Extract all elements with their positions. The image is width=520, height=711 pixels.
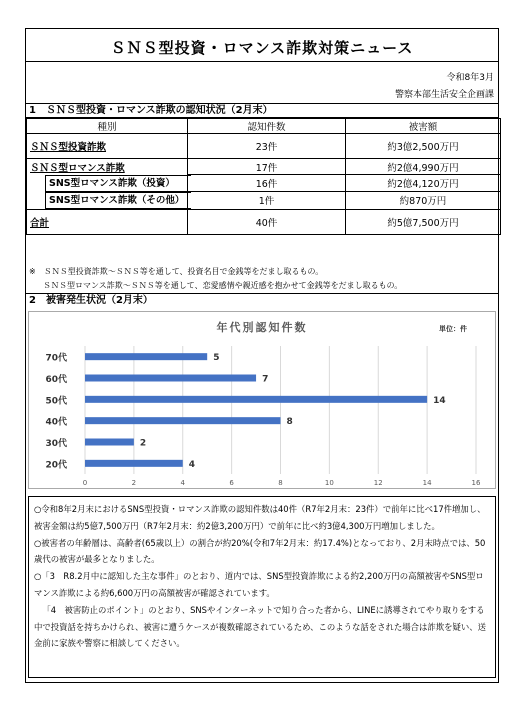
bar — [85, 439, 134, 446]
row-count: 16件 — [188, 175, 346, 192]
row-count: 40件 — [188, 209, 346, 234]
chart-x-labels — [83, 479, 481, 487]
x-tick-label: 16 — [471, 479, 481, 487]
section1-heading: 1 ＳＮＳ型投資・ロマンス詐欺の認知状況（2月末） — [26, 103, 498, 118]
row-count: 23件 — [188, 134, 346, 159]
row-label: ＳＮＳ型投資詐欺 — [30, 142, 107, 153]
stats-table — [26, 118, 501, 235]
y-category-label: 60代 — [45, 375, 67, 385]
bar — [85, 460, 183, 467]
doc-date: 令和8年3月 — [446, 73, 494, 83]
age-chart — [28, 311, 496, 489]
summary-paragraph-2: ○被害者の年齢層は、高齢者(65歳以上）の割合が約20%(令和7年2月末：約17.4%)となっており、2月末時点では、50歳代の被害が最多となりました。 — [34, 537, 486, 565]
age-chart-svg — [29, 312, 495, 488]
bar — [85, 353, 207, 360]
summary-paragraph-3: ○「3 R8.2月中に認知した主な事件」のとおり、道内では、SNS型投資詐欺による約2,200万円の高額被害やSNS型ロマンス詐欺による約6,600万円の高額被害が確認されています。 — [34, 571, 484, 598]
row-count: 1件 — [188, 192, 346, 210]
bar — [85, 375, 256, 382]
table-row — [27, 134, 501, 159]
x-tick-label: 4 — [180, 479, 185, 487]
summary-paragraph-1: ○令和8年2月末におけるSNS型投資・ロマンス詐欺の認知件数は40件（R7年2月末：23件）で前年に比べ17件増加し、被害金額は約5億7,500万円（R7年2月末：約2億3,200万円）で前年に比べ約3億4,300万円増加しました。 — [34, 504, 486, 531]
y-category-label: 20代 — [45, 460, 67, 471]
row-label: SNS型ロマンス詐欺（その他） — [45, 192, 191, 209]
x-tick-label: 6 — [229, 479, 234, 487]
row-label: ＳＮＳ型ロマンス詐欺 — [30, 162, 125, 174]
bar — [85, 396, 427, 403]
bar-value-label: 5 — [213, 353, 220, 364]
row-count: 17件 — [188, 159, 346, 175]
header-count: 認知件数 — [188, 119, 346, 134]
bar — [85, 417, 281, 424]
chart-unit-label: 単位：件 — [439, 325, 467, 333]
stats-header-row — [27, 119, 501, 134]
summary-box — [28, 496, 496, 678]
row-amount: 約2億4,990万円 — [346, 159, 501, 175]
doc-department: 警察本部生活安全企画課 — [394, 90, 494, 100]
x-tick-label: 14 — [422, 479, 432, 487]
note-line-1: ※ ＳＮＳ型投資詐欺～ＳＮＳ等を通して、投資名目で金銭等をだまし取るもの。 — [29, 267, 324, 276]
chart-grid — [85, 346, 476, 474]
bar-value-label: 4 — [188, 459, 196, 470]
x-tick-label: 8 — [278, 479, 283, 487]
row-label: 合計 — [30, 217, 50, 229]
chart-bars — [85, 353, 446, 470]
header-amount: 被害額 — [346, 119, 501, 134]
x-tick-label: 10 — [324, 479, 334, 487]
x-tick-label: 12 — [373, 479, 383, 487]
table-row — [27, 192, 501, 210]
table-row — [27, 159, 501, 175]
row-amount: 約2億4,120万円 — [346, 175, 501, 192]
table-row — [27, 175, 501, 192]
header-type: 種別 — [27, 119, 188, 134]
y-category-label: 30代 — [45, 439, 67, 449]
row-amount: 約870万円 — [346, 192, 501, 210]
section2-heading: 2 被害発生状況（2月末） — [26, 293, 498, 308]
chart-y-labels — [45, 352, 68, 471]
y-category-label: 70代 — [45, 353, 67, 364]
table-row — [27, 209, 501, 234]
doc-title: ＳＮＳ型投資・ロマンス詐欺対策ニュース — [110, 39, 414, 57]
x-tick-label: 0 — [82, 479, 88, 487]
x-tick-label: 2 — [131, 479, 137, 487]
row-label: SNS型ロマンス詐欺（投資） — [45, 175, 191, 192]
chart-title: 年代別認知件数 — [216, 321, 308, 334]
y-category-label: 40代 — [45, 417, 67, 428]
bar-value-label: 2 — [139, 438, 147, 449]
row-amount: 約5億7,500万円 — [346, 209, 501, 234]
y-category-label: 50代 — [45, 396, 67, 407]
bar-value-label: 14 — [433, 395, 446, 406]
summary-paragraph-4: 「4 被害防止のポイント」のとおり、SNSやインターネットで知り合った者から、LINEに誘導されてやり取りをする中で投資話を持ちかけられ、被害に遭うケースが複数確認されているため、このような話をされた場合は詐欺を疑い、送金前に家族や警察に相談してください。 — [34, 604, 486, 649]
bar-value-label: 7 — [262, 374, 269, 385]
note-line-2: ＳＮＳ型ロマンス詐欺～ＳＮＳ等を通して、恋愛感情や親近感を抱かせて金銭等をだまし取るもの。 — [43, 281, 403, 290]
row-amount: 約3億2,500万円 — [346, 134, 501, 159]
title-divider — [26, 61, 498, 62]
document-frame — [25, 28, 499, 683]
bar-value-label: 8 — [286, 417, 293, 428]
